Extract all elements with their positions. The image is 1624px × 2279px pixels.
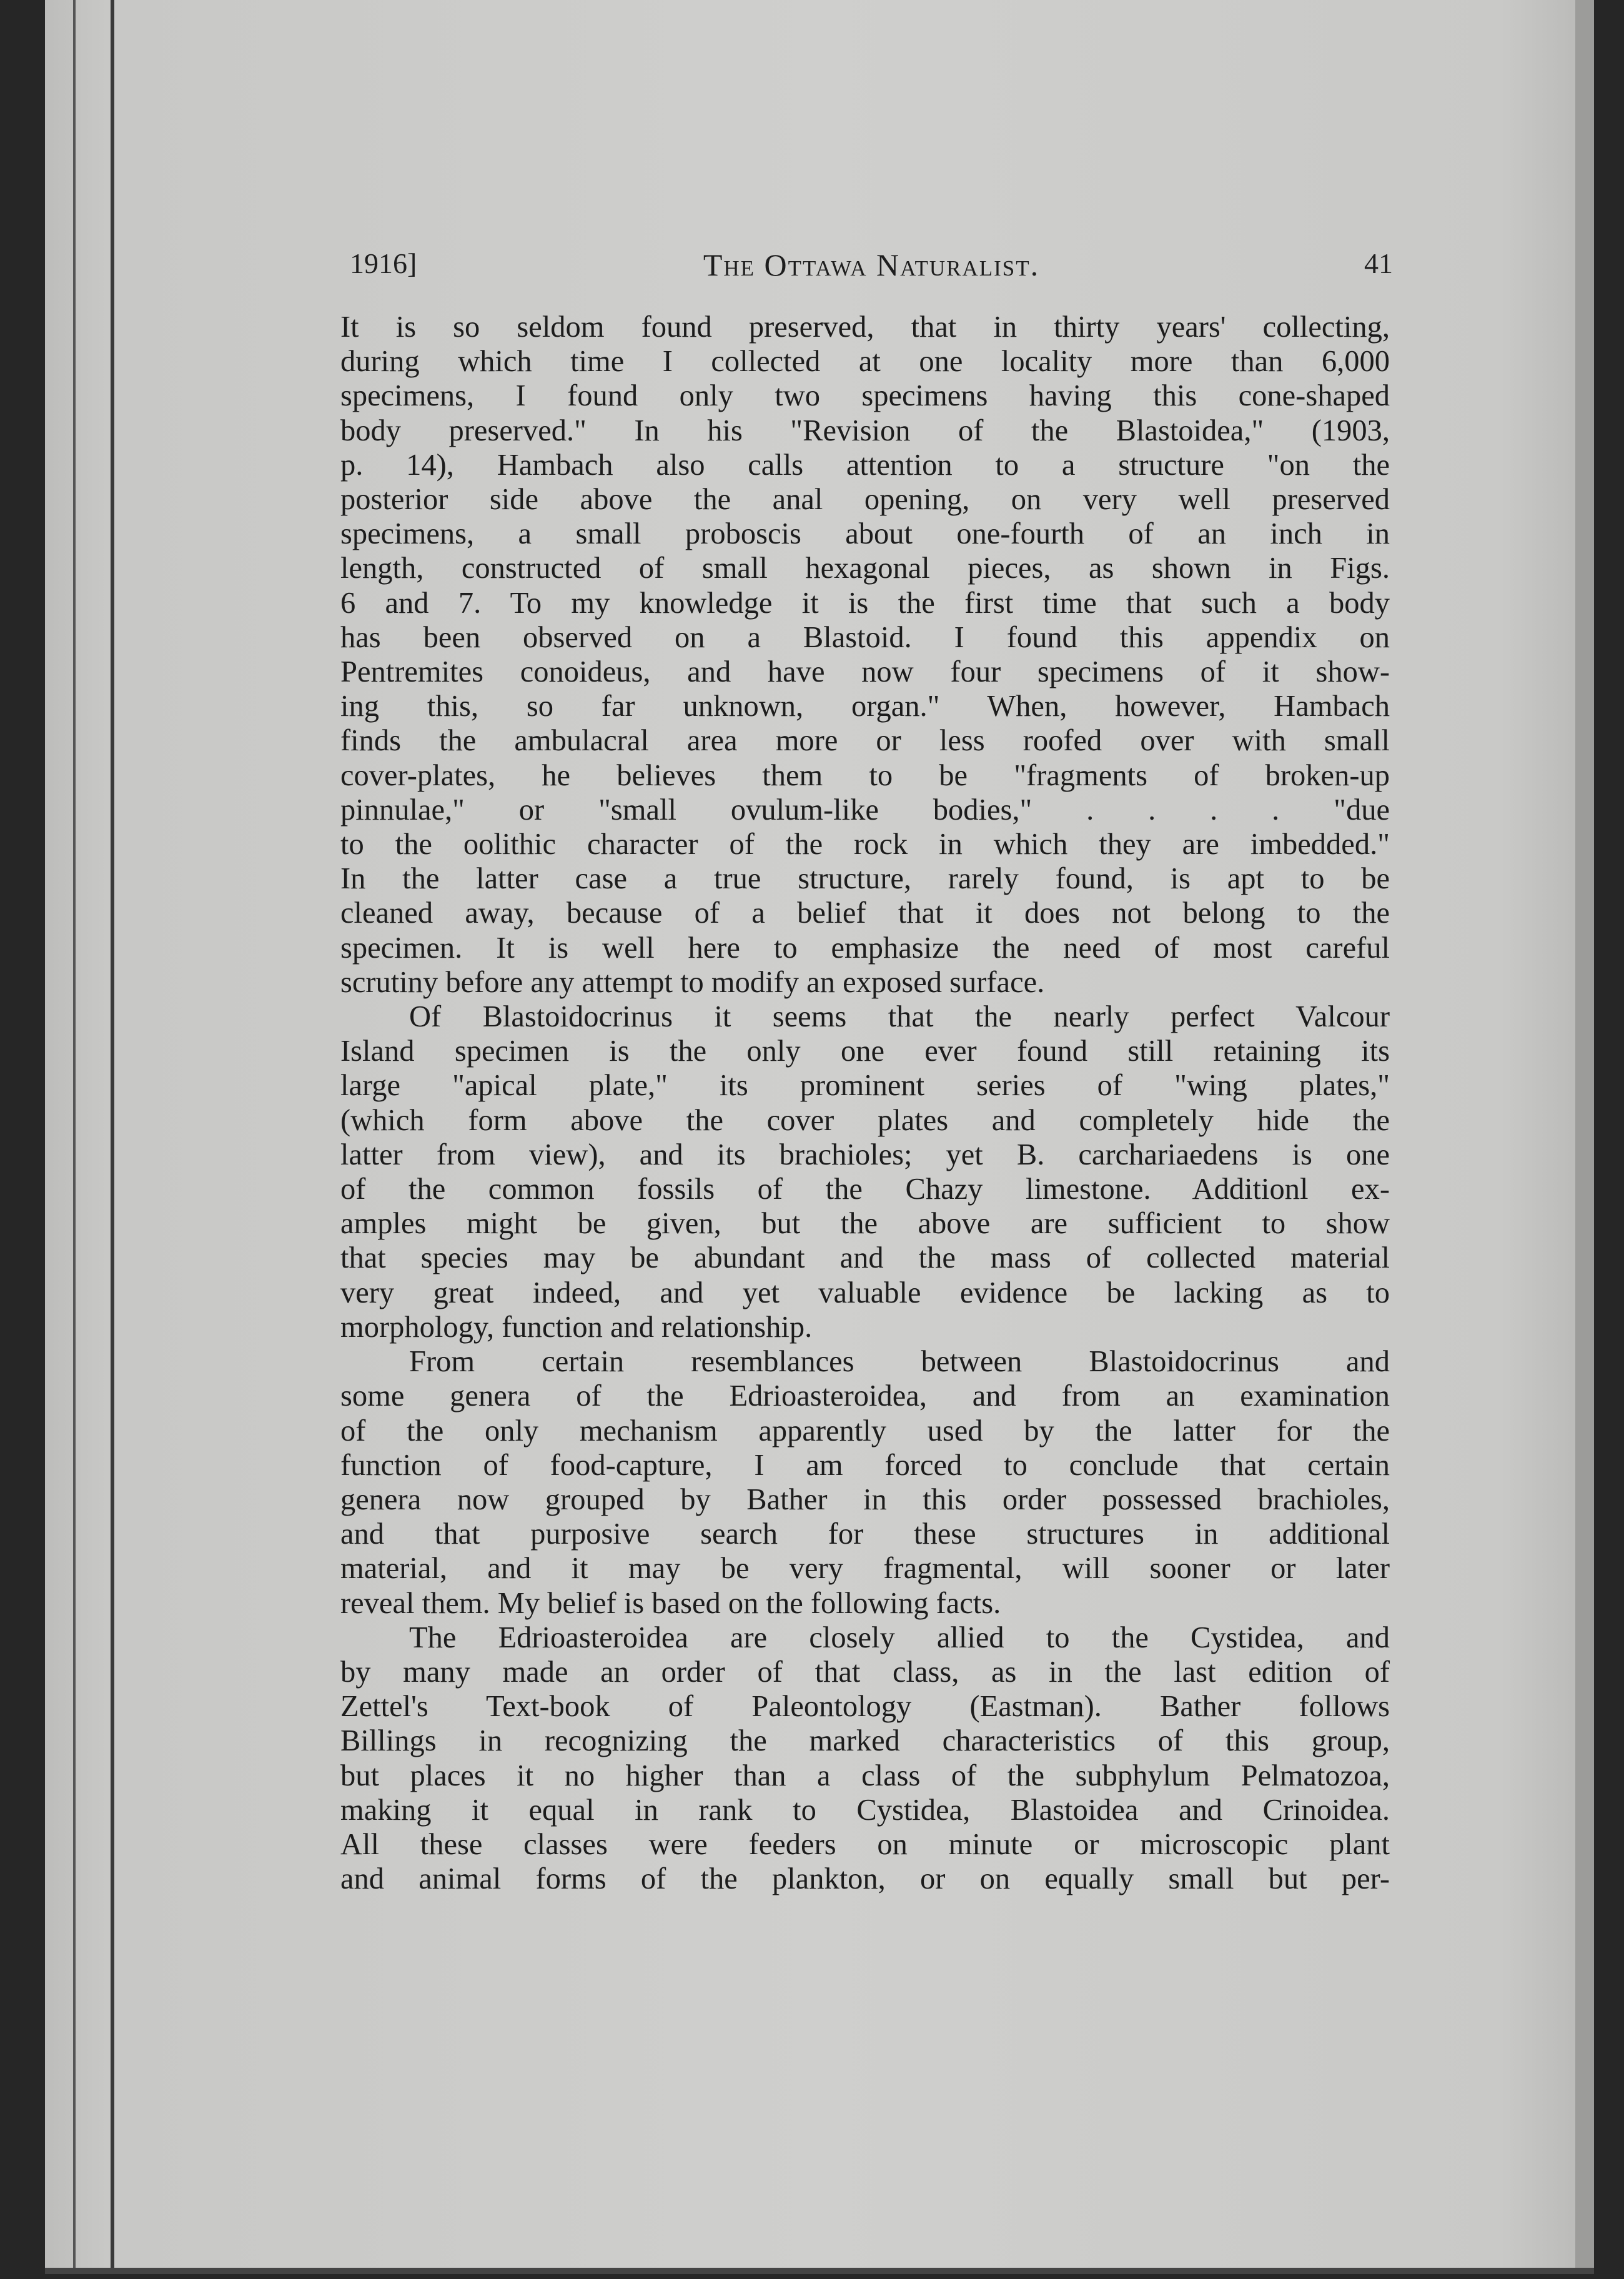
page-right-edge: [1575, 0, 1594, 2274]
binding-edge-line: [73, 0, 76, 2274]
text-line: Billings in recognizing the marked characteristics of this group,: [340, 1724, 1390, 1758]
text-line: large "apical plate," its prominent series of "wing plates,": [340, 1069, 1390, 1103]
text-line: specimens, I found only two specimens having this cone-shaped: [340, 379, 1390, 413]
text-line: From certain resemblances between Blastoidocrinus and: [409, 1345, 1390, 1379]
page-bottom-edge: [45, 2268, 1594, 2274]
text-line: Zettel's Text-book of Paleontology (Eastman). Bather follows: [340, 1690, 1390, 1724]
text-line: pinnulae," or "small ovulum-like bodies," . . . . "due: [340, 793, 1390, 827]
text-line: to the oolithic character of the rock in which they are imbedded.": [340, 828, 1390, 861]
text-line: latter from view), and its brachioles; yet B. carchariaedens is one: [340, 1138, 1390, 1171]
text-line: some genera of the Edrioasteroidea, and from an examination: [340, 1379, 1390, 1413]
text-line: specimens, a small proboscis about one-fourth of an inch in: [340, 517, 1390, 551]
body-text: [340, 310, 1390, 1896]
text-line: has been observed on a Blastoid. I found this appendix on: [340, 620, 1390, 654]
text-line: function of food-capture, I am forced to conclude that certain: [340, 1448, 1390, 1482]
text-line: and animal forms of the plankton, or on equally small but per-: [340, 1862, 1390, 1896]
text-line: Island specimen is the only one ever found still retaining its: [340, 1035, 1390, 1068]
text-line: scrutiny before any attempt to modify an exposed surface.: [340, 965, 1045, 999]
text-line: morphology, function and relationship.: [340, 1310, 813, 1344]
text-line: (which form above the cover plates and completely hide the: [340, 1103, 1390, 1137]
text-line: material, and it may be very fragmental, will sooner or later: [340, 1552, 1390, 1586]
header-year: 1916]: [350, 247, 417, 279]
text-line: of the only mechanism apparently used by the latter for the: [340, 1414, 1390, 1447]
text-line: making it equal in rank to Cystidea, Blastoidea and Crinoidea.: [340, 1793, 1390, 1827]
running-header: [350, 247, 1393, 290]
text-line: Pentremites conoideus, and have now four specimens of it show-: [340, 655, 1390, 689]
text-line: Of Blastoidocrinus it seems that the nearly perfect Valcour: [409, 1000, 1390, 1034]
text-line: reveal them. My belief is based on the following facts.: [340, 1586, 1001, 1620]
text-line: but places it no higher than a class of the subphylum Pelmatozoa,: [340, 1759, 1390, 1792]
text-line: p. 14), Hambach also calls attention to a structure "on the: [340, 448, 1390, 482]
text-line: In the latter case a true structure, rarely found, is apt to be: [340, 862, 1390, 896]
text-line: during which time I collected at one locality more than 6,000: [340, 345, 1390, 379]
journal-title: The Ottawa Naturalist.: [703, 247, 1040, 282]
text-line: cover-plates, he believes them to be "fragments of broken-up: [340, 758, 1390, 792]
text-line: and that purposive search for these structures in additional: [340, 1517, 1390, 1551]
text-line: by many made an order of that class, as in the last edition of: [340, 1655, 1390, 1689]
text-line: specimen. It is well here to emphasize the need of most careful: [340, 931, 1390, 965]
text-line: body preserved." In his "Revision of the Blastoidea," (1903,: [340, 414, 1390, 447]
text-line: amples might be given, but the above are sufficient to show: [340, 1207, 1390, 1241]
text-line: of the common fossils of the Chazy limestone. Additionl ex-: [340, 1173, 1390, 1206]
text-line: ing this, so far unknown, organ." When, however, Hambach: [340, 690, 1390, 723]
text-line: that species may be abundant and the mass of collected material: [340, 1241, 1390, 1275]
text-line: 6 and 7. To my knowledge it is the first time that such a body: [340, 586, 1390, 620]
text-line: The Edrioasteroidea are closely allied to the Cystidea, and: [409, 1621, 1390, 1654]
text-line: posterior side above the anal opening, on very well preserved: [340, 483, 1390, 517]
text-line: It is so seldom found preserved, that in thirty years' collecting,: [340, 310, 1390, 344]
text-line: very great indeed, and yet valuable evidence be lacking as to: [340, 1276, 1390, 1309]
binding-edge: [111, 0, 114, 2274]
text-line: length, constructed of small hexagonal pieces, as shown in Figs.: [340, 552, 1390, 585]
page-number: 41: [1364, 247, 1393, 279]
text-line: finds the ambulacral area more or less roofed over with small: [340, 724, 1390, 758]
text-line: cleaned away, because of a belief that it does not belong to the: [340, 896, 1390, 930]
text-line: genera now grouped by Bather in this order possessed brachioles,: [340, 1482, 1390, 1516]
text-line: All these classes were feeders on minute or microscopic plant: [340, 1827, 1390, 1861]
